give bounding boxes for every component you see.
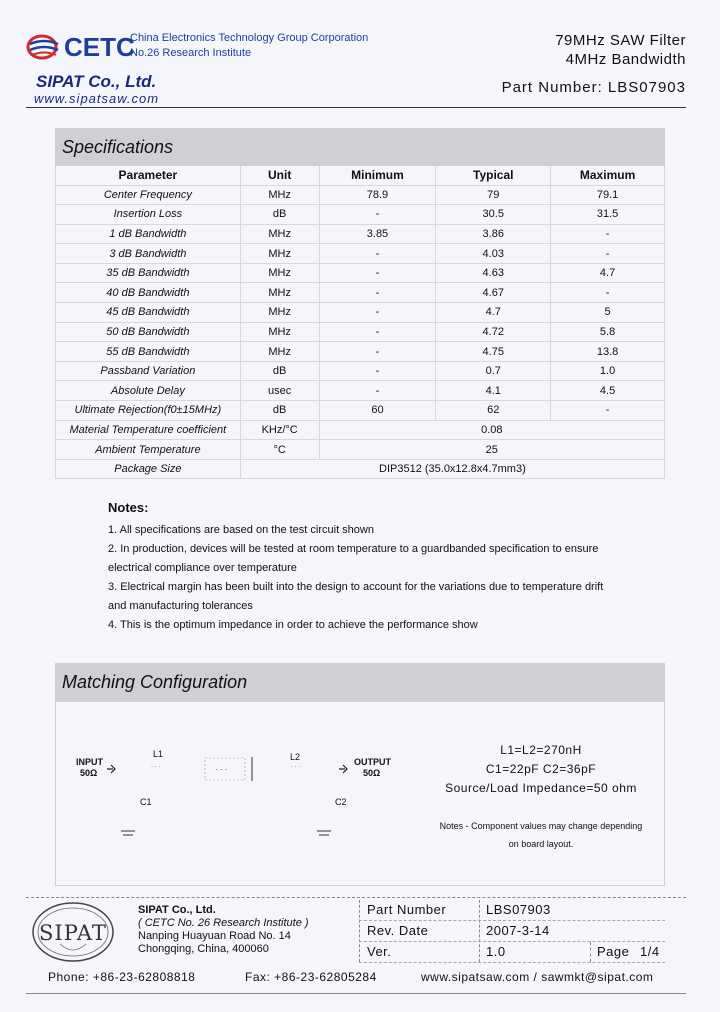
- svg-text:· · ·: · · ·: [291, 764, 301, 770]
- param-cell: Ambient Temperature: [56, 440, 241, 460]
- title-line-1: 79MHz SAW Filter: [555, 32, 686, 49]
- column-header: Typical: [436, 166, 551, 185]
- footer-company: SIPAT Co., Ltd.: [138, 904, 216, 916]
- matching-circuit-diagram: [55, 701, 425, 886]
- unit-cell: dB: [240, 205, 319, 225]
- footer-address: [138, 904, 309, 956]
- max-cell: 5.8: [551, 322, 665, 342]
- typ-cell: 4.7: [436, 303, 551, 323]
- matching-note: [436, 817, 646, 853]
- unit-cell: dB: [240, 401, 319, 421]
- column-header: Minimum: [319, 166, 436, 185]
- table-row: [56, 401, 665, 421]
- component-value-line: C1=22pF C2=36pF: [485, 762, 597, 776]
- table-row: [56, 185, 665, 205]
- part-number-header: Part Number: LBS07903: [501, 79, 686, 96]
- note-line: 3. Electrical margin has been built into the design to account for the variations due to temperature drift: [108, 581, 604, 593]
- l1-label: L1: [153, 749, 164, 759]
- table-row: [56, 263, 665, 283]
- footer-address-line: Nanping Huayuan Road No. 14: [138, 930, 291, 942]
- unit-cell: MHz: [240, 185, 319, 205]
- footer-ver-label: Ver.: [367, 944, 392, 959]
- max-cell: 4.7: [551, 263, 665, 283]
- footer-ver-value: 1.0: [486, 944, 506, 959]
- typ-cell: 30.5: [436, 205, 551, 225]
- column-header: Maximum: [551, 166, 665, 185]
- param-cell: Passband Variation: [56, 361, 241, 381]
- svg-text:· · ·: · · ·: [215, 765, 228, 774]
- cetc-logo-icon: [26, 32, 62, 62]
- param-cell: Ultimate Rejection(f0±15MHz): [56, 401, 241, 421]
- notes-title: Notes:: [108, 500, 149, 515]
- min-cell: 78.9: [319, 185, 436, 205]
- max-cell: 13.8: [551, 342, 665, 362]
- footer-part-label: Part Number: [367, 902, 447, 917]
- max-cell: 79.1: [551, 185, 665, 205]
- min-cell: -: [319, 263, 436, 283]
- table-row: [56, 205, 665, 225]
- table-row: [56, 459, 665, 479]
- footer-phone: Phone: +86-23-62808818: [48, 970, 196, 984]
- param-cell: Material Temperature coefficient: [56, 420, 241, 440]
- typ-cell: 62: [436, 401, 551, 421]
- table-row: [56, 420, 665, 440]
- unit-cell: MHz: [240, 342, 319, 362]
- typ-cell: 4.03: [436, 244, 551, 264]
- footer-grid-line: [479, 900, 480, 962]
- max-cell: -: [551, 283, 665, 303]
- typ-cell: 3.86: [436, 224, 551, 244]
- specifications-heading: [55, 128, 665, 166]
- header-divider: [26, 107, 686, 108]
- footer-grid-line: [359, 962, 665, 963]
- footer-grid-line: [359, 920, 665, 921]
- max-cell: 31.5: [551, 205, 665, 225]
- typ-cell: 4.67: [436, 283, 551, 303]
- document-title: [502, 31, 686, 96]
- typ-cell: 4.1: [436, 381, 551, 401]
- param-cell: Center Frequency: [56, 185, 241, 205]
- sipat-seal-icon: [30, 900, 116, 964]
- c1-label: C1: [140, 797, 152, 807]
- param-cell: 55 dB Bandwidth: [56, 342, 241, 362]
- table-row: [56, 303, 665, 323]
- param-cell: 45 dB Bandwidth: [56, 303, 241, 323]
- cetc-logo-text: CETC: [64, 32, 135, 62]
- note-line: and manufacturing tolerances: [108, 600, 253, 612]
- footer-bottom-divider: [26, 993, 686, 994]
- note-line: electrical compliance over temperature: [108, 562, 297, 574]
- min-cell: -: [319, 381, 436, 401]
- max-cell: -: [551, 244, 665, 264]
- footer-divider: [26, 897, 686, 898]
- min-cell: -: [319, 322, 436, 342]
- param-cell: 1 dB Bandwidth: [56, 224, 241, 244]
- table-row: [56, 381, 665, 401]
- note-line: 1. All specifications are based on the test circuit shown: [108, 524, 374, 536]
- footer-subtitle: ( CETC No. 26 Research Institute ): [138, 917, 309, 929]
- unit-cell: MHz: [240, 263, 319, 283]
- min-cell: 3.85: [319, 224, 436, 244]
- param-cell: Package Size: [56, 459, 241, 479]
- value-cell: 25: [319, 440, 664, 460]
- specifications-title: Specifications: [62, 137, 174, 157]
- footer-contact-web: www.sipatsaw.com / sawmkt@sipat.com: [421, 970, 654, 984]
- table-row: [56, 283, 665, 303]
- min-cell: -: [319, 361, 436, 381]
- footer-rev-value: 2007-3-14: [486, 923, 550, 938]
- unit-cell: °C: [240, 440, 319, 460]
- company-website: www.sipatsaw.com: [34, 91, 160, 106]
- typ-cell: 79: [436, 185, 551, 205]
- c2-label: C2: [335, 797, 347, 807]
- component-values: [436, 741, 646, 798]
- org-line-1: China Electronics Technology Group Corporation: [130, 32, 369, 44]
- max-cell: 1.0: [551, 361, 665, 381]
- value-cell: 0.08: [319, 420, 664, 440]
- footer-grid-line: [359, 900, 360, 962]
- unit-cell: MHz: [240, 283, 319, 303]
- param-cell: 3 dB Bandwidth: [56, 244, 241, 264]
- value-cell: DIP3512 (35.0x12.8x4.7mm3): [240, 459, 664, 479]
- typ-cell: 4.63: [436, 263, 551, 283]
- table-row: [56, 224, 665, 244]
- footer-grid-line: [590, 942, 591, 962]
- typ-cell: 4.75: [436, 342, 551, 362]
- table-row: [56, 361, 665, 381]
- min-cell: -: [319, 283, 436, 303]
- min-cell: -: [319, 303, 436, 323]
- unit-cell: MHz: [240, 303, 319, 323]
- unit-cell: MHz: [240, 224, 319, 244]
- output-impedance: 50Ω: [363, 768, 381, 778]
- footer-grid-line: [359, 941, 665, 942]
- column-header: Parameter: [56, 166, 241, 185]
- table-row: [56, 440, 665, 460]
- min-cell: -: [319, 342, 436, 362]
- company-name: SIPAT Co., Ltd.: [36, 72, 157, 91]
- typ-cell: 0.7: [436, 361, 551, 381]
- matching-title: Matching Configuration: [62, 672, 248, 692]
- typ-cell: 4.72: [436, 322, 551, 342]
- notes-section: [108, 500, 648, 635]
- svg-text:SIPAT: SIPAT: [39, 921, 107, 945]
- input-impedance: 50Ω: [80, 768, 98, 778]
- unit-cell: dB: [240, 361, 319, 381]
- component-value-line: L1=L2=270nH: [500, 743, 582, 757]
- sipat-seal-logo: [30, 900, 116, 964]
- matching-note-line: on board layout.: [508, 839, 574, 849]
- max-cell: 5: [551, 303, 665, 323]
- unit-cell: MHz: [240, 244, 319, 264]
- footer-page-value: 1/4: [640, 944, 660, 959]
- param-cell: 40 dB Bandwidth: [56, 283, 241, 303]
- footer-rev-label: Rev. Date: [367, 923, 429, 938]
- column-header: Unit: [240, 166, 319, 185]
- title-line-2: 4MHz Bandwidth: [565, 51, 686, 68]
- table-row: [56, 342, 665, 362]
- param-cell: 35 dB Bandwidth: [56, 263, 241, 283]
- max-cell: -: [551, 401, 665, 421]
- footer-address-line: Chongqing, China, 400060: [138, 943, 269, 955]
- max-cell: 4.5: [551, 381, 665, 401]
- unit-cell: KHz/°C: [240, 420, 319, 440]
- header-branding: [26, 28, 386, 108]
- table-row: [56, 244, 665, 264]
- footer-page-label: Page: [597, 944, 630, 959]
- footer-part-value: LBS07903: [486, 902, 551, 917]
- component-value-line: Source/Load Impedance=50 ohm: [445, 781, 637, 795]
- note-line: 4. This is the optimum impedance in order to achieve the performance show: [108, 619, 478, 631]
- note-line: 2. In production, devices will be tested at room temperature to a guardbanded specification to ensure: [108, 543, 599, 555]
- l2-label: L2: [290, 752, 301, 762]
- input-label: INPUT: [76, 757, 103, 767]
- unit-cell: MHz: [240, 322, 319, 342]
- table-header-row: [56, 166, 665, 185]
- specifications-table: [55, 166, 665, 479]
- table-row: [56, 322, 665, 342]
- min-cell: -: [319, 205, 436, 225]
- org-line-2: No.26 Research Institute: [130, 47, 252, 59]
- matching-note-line: Notes - Component values may change depending: [439, 821, 643, 831]
- min-cell: 60: [319, 401, 436, 421]
- unit-cell: usec: [240, 381, 319, 401]
- svg-text:· · ·: · · ·: [151, 764, 161, 770]
- footer-fax: Fax: +86-23-62805284: [245, 970, 377, 984]
- param-cell: 50 dB Bandwidth: [56, 322, 241, 342]
- param-cell: Absolute Delay: [56, 381, 241, 401]
- max-cell: -: [551, 224, 665, 244]
- param-cell: Insertion Loss: [56, 205, 241, 225]
- output-label: OUTPUT: [354, 757, 391, 767]
- min-cell: -: [319, 244, 436, 264]
- matching-heading: [55, 663, 665, 701]
